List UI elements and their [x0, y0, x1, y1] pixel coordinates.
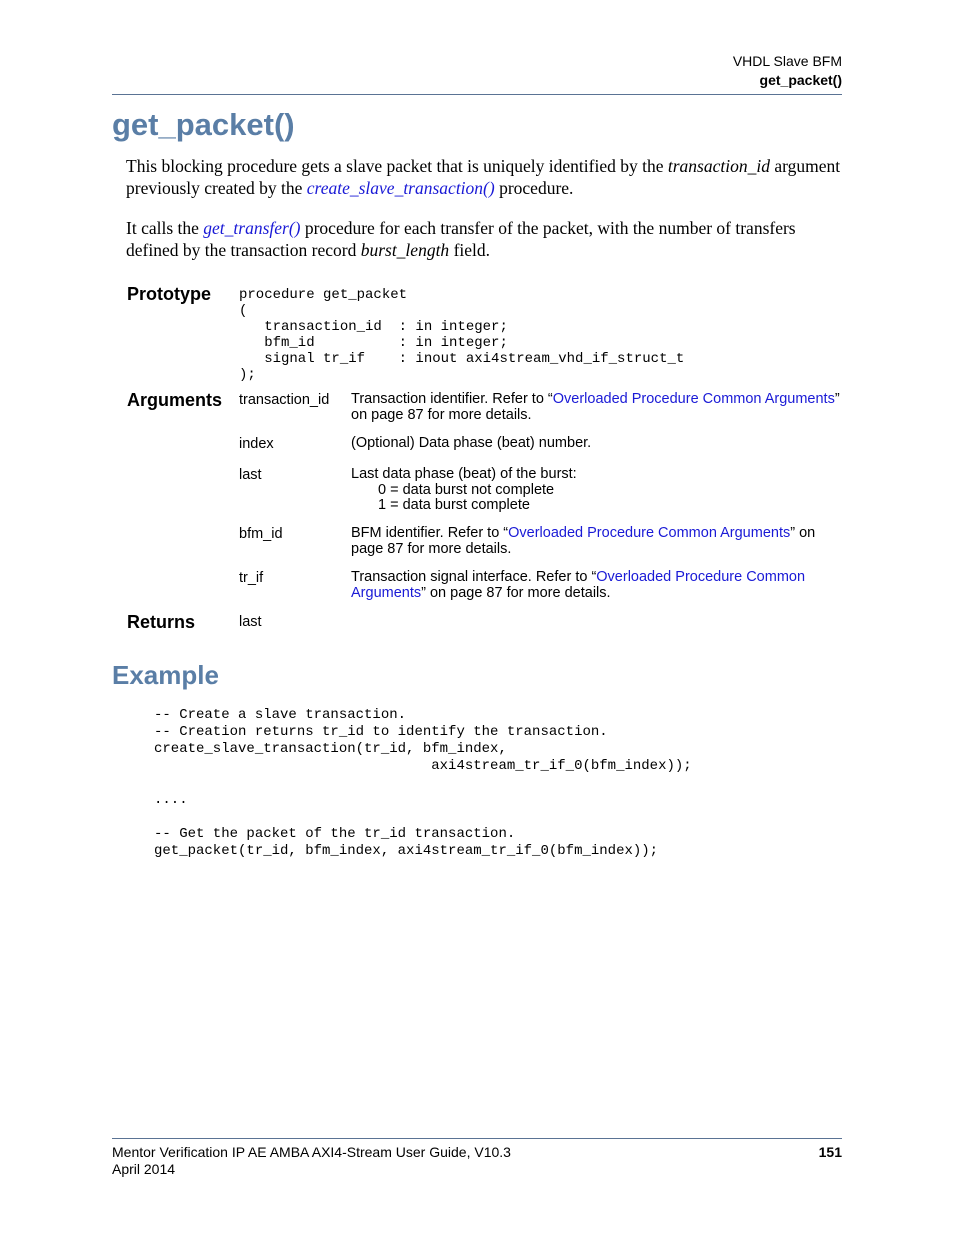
intro-p2-emphasis: burst_length [360, 240, 450, 260]
arg-desc-text: ” on page 87 for more details. [421, 584, 611, 601]
footer-date: April 2014 [112, 1161, 176, 1177]
intro-p2-text-c: field. [449, 240, 491, 260]
intro-p1-text-a: This blocking procedure gets a slave packet that is uniquely identified by the [126, 156, 668, 176]
header-rule [112, 94, 842, 95]
arg-name-tr-if: tr_if [239, 570, 264, 586]
intro-p2-text-a: It calls the [126, 218, 204, 238]
returns-label: Returns [127, 612, 196, 632]
arg-desc-value-1: 1 = data burst complete [378, 497, 530, 513]
arg-desc-transaction-id [351, 392, 846, 423]
intro-p2-text-b: procedure for each transfer of the packet, with the number of transfers defined by the transaction record [126, 218, 796, 260]
arg-name-last: last [239, 467, 262, 483]
arg-desc-index: (Optional) Data phase (beat) number. [351, 435, 592, 451]
create-slave-transaction-link[interactable]: create_slave_transaction() [306, 178, 495, 198]
arg-desc-text: Transaction signal interface. Refer to “ [351, 569, 597, 585]
get-transfer-link[interactable]: get_transfer() [203, 218, 301, 238]
arg-desc-text: Transaction identifier. Refer to “ [351, 391, 553, 407]
footer-rule [112, 1138, 842, 1139]
arg-desc-text: BFM identifier. Refer to “ [351, 525, 509, 541]
arg-desc-text: Last data phase (beat) of the burst: [351, 466, 577, 482]
prototype-label: Prototype [127, 284, 212, 304]
arg-desc-value-0: 0 = data burst not complete [378, 481, 555, 498]
page-title: get_packet() [112, 107, 295, 142]
arguments-label: Arguments [127, 390, 223, 410]
intro-p1-text-c: procedure. [494, 178, 574, 198]
intro-p1-text-b: argument previously created by the [126, 156, 841, 198]
overloaded-args-link[interactable]: Overloaded Procedure Common Arguments [508, 525, 791, 541]
arg-name-index: index [239, 436, 274, 452]
arg-name-bfm-id: bfm_id [239, 526, 283, 542]
arg-desc-tr-if [351, 570, 846, 601]
prototype-code: procedure get_packet ( transaction_id : in integer; bfm_id : in integer; signal tr_if : inout axi4stream_vhd_if_struct_t ); [239, 287, 685, 383]
page-number: 151 [818, 1144, 842, 1160]
intro-paragraph-2 [126, 217, 842, 261]
arg-desc-text: ” on page 87 for more details. [351, 391, 840, 423]
arg-desc-last [351, 467, 846, 514]
footer-guide-title: Mentor Verification IP AE AMBA AXI4-Stream User Guide, V10.3 [112, 1144, 511, 1160]
header-topic: get_packet() [759, 72, 842, 88]
intro-p1-emphasis: transaction_id [667, 156, 770, 176]
header-section: VHDL Slave BFM [732, 53, 842, 69]
overloaded-args-link[interactable]: Overloaded Procedure Common Arguments [552, 391, 835, 407]
arg-desc-bfm-id [351, 526, 846, 557]
intro-paragraph-1 [126, 155, 842, 199]
returns-value: last [239, 614, 262, 630]
overloaded-args-link[interactable]: Overloaded Procedure Common Arguments [351, 569, 806, 601]
arg-desc-text: ” on page 87 for more details. [351, 525, 816, 557]
arg-name-transaction-id: transaction_id [239, 392, 330, 408]
example-code: -- Create a slave transaction. -- Creation returns tr_id to identify the transaction. create_slave_transaction(tr_id, bfm_index, axi4stream_tr_if_0(bfm_index)); .... -- Get the packet of the tr_id transaction. get_packet(tr_id, bfm_index, axi4stream_tr_if_0(bfm_index)); [154, 707, 692, 859]
example-heading: Example [112, 660, 219, 690]
